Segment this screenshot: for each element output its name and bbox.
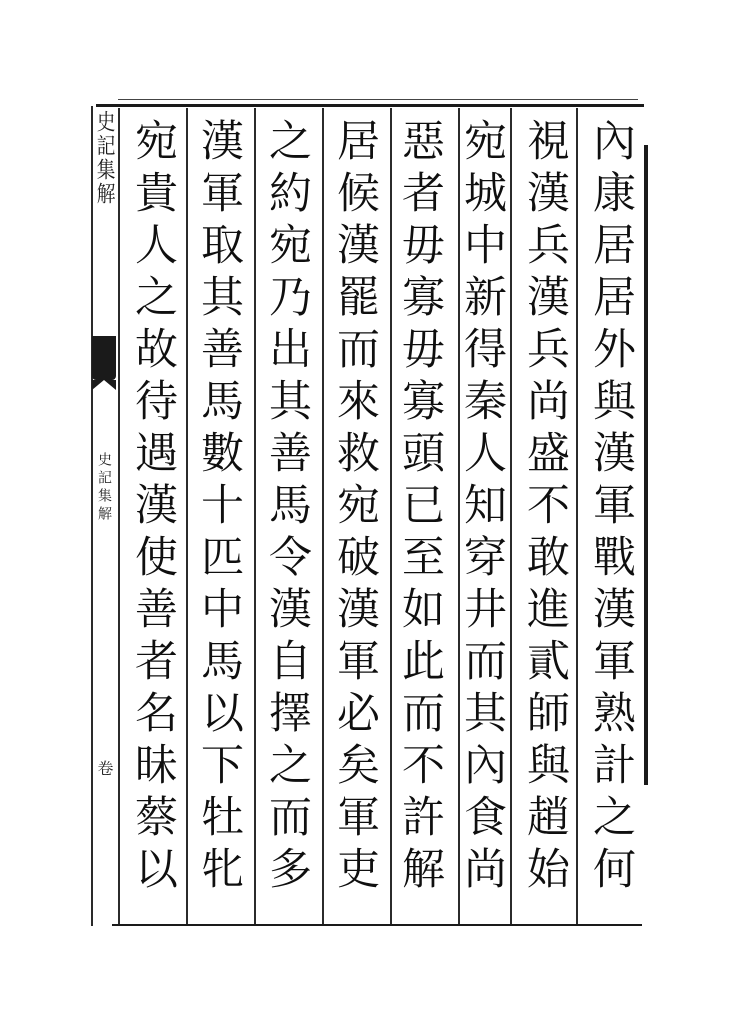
top-border [96,104,644,107]
column-divider [186,108,188,924]
book-title: 史記集解 [96,452,112,524]
column-divider [322,108,324,924]
column-divider [118,108,120,924]
fish-tail-mark [92,336,116,380]
page-number: 卷 [95,760,114,776]
text-column: 居候漢罷而來救宛破漢軍必矣軍吏 [330,118,380,898]
right-border [644,145,648,785]
column-divider [576,108,578,924]
text-column: 之約宛乃出其善馬令漢自擇之而多 [262,118,312,898]
text-column: 宛城中新得秦人知穿井而其內食尚 [457,118,507,898]
text-column: 漢軍取其善馬數十匹中馬以下牡牝 [194,118,244,898]
text-column: 視漢兵漢兵尚盛不敢進貳師與趙始 [520,118,570,898]
text-column: 內康居居外與漢軍戰漢軍熟計之何 [586,118,636,898]
column-divider [254,108,256,924]
top-border-thin [118,99,638,100]
spine-text: 史記集解 [93,110,116,206]
text-column: 惡者毋寡毋寡頭已至如此而不許解 [395,118,445,898]
text-column: 宛貴人之故待遇漢使善者名昧蔡以 [128,118,178,898]
bottom-border [112,924,642,926]
margin-spine [92,110,116,330]
